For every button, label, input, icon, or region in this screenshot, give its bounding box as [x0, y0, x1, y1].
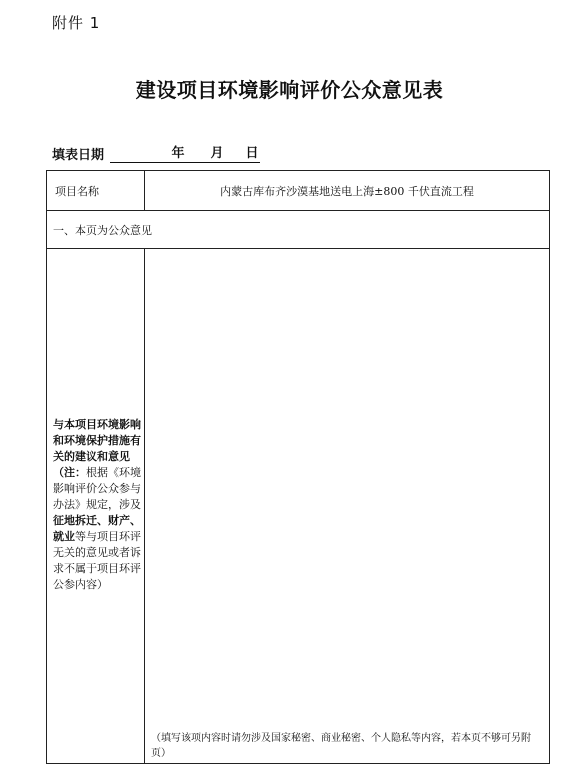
- project-name-label-cell: [47, 171, 145, 210]
- opinion-label-rule: 根据《环境影响评价公众参与办法》规定，涉及: [53, 466, 141, 511]
- opinion-label-main: 与本项目环境影响和环境保护措施有关的建议和意见（注：: [53, 418, 141, 479]
- opinion-input-area[interactable]: [145, 249, 549, 727]
- day-blank[interactable]: [224, 146, 244, 163]
- section-row: [47, 211, 549, 249]
- fill-date-line: [52, 144, 260, 163]
- fill-date-label: 填表日期: [52, 148, 105, 163]
- project-name-label: 项目名称: [55, 185, 99, 198]
- day-label: 日: [245, 146, 259, 161]
- project-name-row: [47, 171, 549, 211]
- opinion-row: [47, 249, 549, 763]
- project-name-value: 内蒙古库布齐沙漠基地送电上海±800 千伏直流工程: [220, 185, 474, 198]
- opinion-form-table: [46, 170, 550, 764]
- opinion-label-excluded: 征地拆迁、财产、就业: [53, 514, 141, 543]
- year-label: 年: [166, 146, 190, 163]
- year-blank[interactable]: [110, 146, 166, 163]
- month-blank[interactable]: [190, 146, 210, 163]
- form-title: 建设项目环境影响评价公众意见表: [135, 78, 444, 102]
- opinion-label-cell: [47, 249, 145, 763]
- attachment-number: 附件 1: [52, 14, 101, 32]
- opinion-label: [53, 417, 141, 593]
- section-title: 一、本页为公众意见: [53, 224, 152, 237]
- opinion-note: （填写该项内容时请勿涉及国家秘密、商业秘密、个人隐私等内容，若本页不够可另附页）: [151, 733, 531, 759]
- month-label: 月: [210, 146, 224, 161]
- opinion-label-tail: 等与项目环评无关的意见或者诉求不属于项目环评公参内容）: [53, 530, 141, 591]
